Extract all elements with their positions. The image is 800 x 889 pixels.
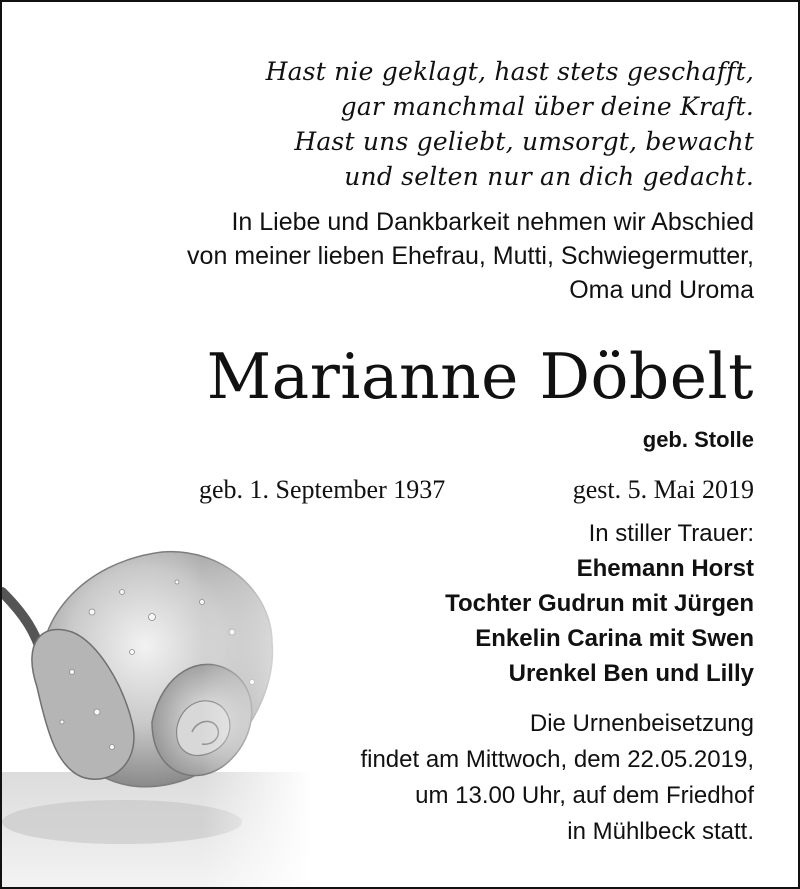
burial-line: in Mühlbeck statt. — [567, 818, 754, 845]
mourner: Enkelin Carina mit Swen — [475, 625, 754, 652]
burial-info — [360, 706, 754, 850]
birth-date: geb. 1. September 1937 — [199, 475, 446, 504]
maiden-name: geb. Stolle — [642, 427, 754, 452]
poem — [266, 54, 754, 194]
mourner: Urenkel Ben und Lilly — [508, 660, 754, 687]
mourner: Ehemann Horst — [576, 555, 754, 582]
rose-image — [2, 522, 312, 889]
mourner: Tochter Gudrun mit Jürgen — [445, 590, 754, 617]
mourning-lead: In stiller Trauer: — [588, 520, 754, 547]
burial-line: Die Urnenbeisetzung — [529, 710, 754, 737]
burial-line: findet am Mittwoch, dem 22.05.2019, — [360, 746, 754, 773]
death-date: gest. 5. Mai 2019 — [572, 475, 754, 504]
intro-line: In Liebe und Dankbarkeit nehmen wir Abschied — [231, 208, 754, 236]
intro-line: von meiner lieben Ehefrau, Mutti, Schwiegermutter, — [187, 242, 754, 270]
mourners-list — [445, 516, 754, 691]
poem-line: und selten nur an dich gedacht. — [344, 162, 754, 191]
intro-line: Oma und Uroma — [569, 276, 754, 304]
poem-line: Hast uns geliebt, umsorgt, bewacht — [294, 127, 754, 156]
poem-line: Hast nie geklagt, hast stets geschafft, — [265, 57, 754, 86]
burial-line: um 13.00 Uhr, auf dem Friedhof — [415, 782, 754, 809]
intro-text — [187, 205, 754, 307]
deceased-name: Marianne Döbelt — [206, 340, 754, 413]
poem-line: gar manchmal über deine Kraft. — [340, 92, 754, 121]
